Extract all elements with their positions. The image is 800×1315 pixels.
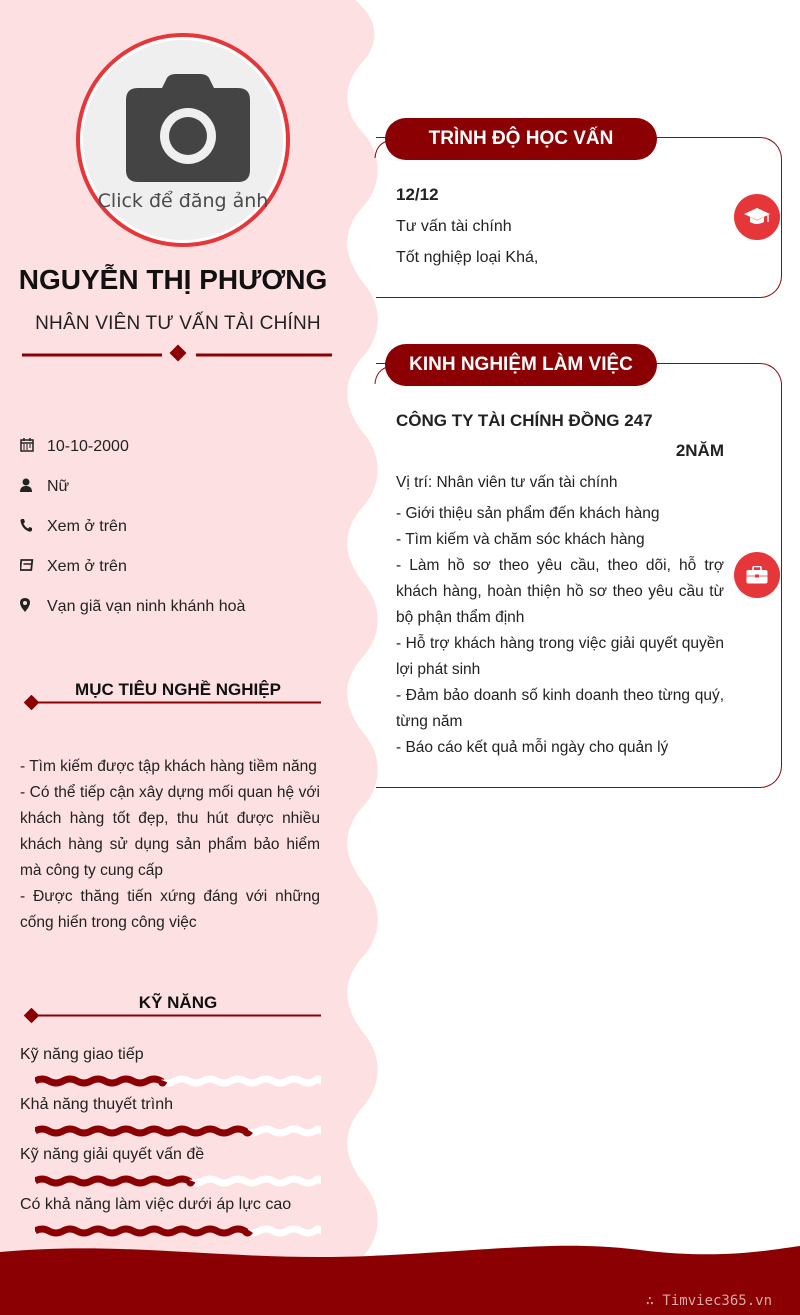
experience-duty: - Báo cáo kết quả mỗi ngày cho quản lý: [396, 739, 669, 756]
email-icon: [20, 556, 47, 572]
email-text: Xem ở trên: [47, 558, 127, 575]
objective-line: - Tìm kiếm được tập khách hàng tiềm năng: [20, 758, 317, 775]
skill-item: [20, 1144, 320, 1194]
experience-duty: - Giới thiệu sản phẩm đến khách hàng: [396, 505, 660, 522]
experience-title: KINH NGHIỆM LÀM VIỆC: [385, 344, 657, 386]
education-period: 12/12: [396, 185, 439, 204]
gender-row: [20, 476, 245, 516]
candidate-name: NGUYỄN THỊ PHƯƠNG: [18, 264, 328, 295]
graduation-cap-icon: [744, 207, 770, 227]
birthday-text: 10-10-2000: [47, 438, 129, 455]
email-row: [20, 556, 245, 596]
objective-title: MỤC TIÊU NGHỀ NGHIỆP: [75, 680, 281, 699]
avatar: [76, 33, 290, 247]
birthday-row: [20, 436, 245, 476]
skill-bar-fill: [35, 1229, 250, 1233]
job-title: NHÂN VIÊN TƯ VẤN TÀI CHÍNH: [35, 313, 321, 334]
skills-list: [20, 1044, 320, 1244]
briefcase-icon: [746, 566, 768, 584]
location-icon: [20, 596, 47, 612]
skills-divider: [20, 1008, 322, 1024]
photo-upload[interactable]: [83, 40, 283, 240]
skill-bar-fill: [35, 1079, 164, 1083]
experience-duty: - Làm hồ sơ theo yêu cầu, theo dõi, hỗ trợ khách hàng, hoàn thiện hồ sơ theo yêu cầu từ bộ phận thẩm định: [396, 557, 724, 626]
objective-text: [20, 754, 320, 936]
skill-name: Khả năng thuyết trình: [20, 1096, 173, 1113]
skill-bar-fill: [35, 1129, 250, 1133]
skill-item: [20, 1194, 320, 1244]
experience-duty: - Hỗ trợ khách hàng trong việc giải quyết quyền lợi phát sinh: [396, 635, 724, 678]
phone-icon: [20, 516, 47, 532]
calendar-icon: [20, 436, 47, 452]
address-row: [20, 596, 245, 636]
objective-line: - Được thăng tiến xứng đáng với những cống hiến trong công việc: [20, 888, 320, 931]
company-name: CÔNG TY TÀI CHÍNH ĐỒNG 247: [396, 411, 653, 430]
skill-name: Có khả năng làm việc dưới áp lực cao: [20, 1196, 292, 1213]
phone-text: Xem ở trên: [47, 518, 127, 535]
skill-item: [20, 1094, 320, 1144]
objective-line: - Có thể tiếp cận xây dựng mối quan hệ với khách hàng tốt đẹp, thu hút được nhiều khách hàng sử dụng sản phẩm bảo hiểm mà công ty cung cấp: [20, 784, 320, 879]
contact-list: [20, 436, 245, 636]
objective-divider: [20, 695, 322, 711]
experience-position: Vị trí: Nhân viên tư vấn tài chính: [396, 474, 618, 491]
phone-row: [20, 516, 245, 556]
skill-bar: [35, 1225, 321, 1237]
skill-bar: [35, 1075, 321, 1087]
skill-bar: [35, 1125, 321, 1137]
skill-bar-fill: [35, 1179, 192, 1183]
education-badge: [734, 194, 780, 240]
user-icon: [20, 476, 47, 492]
education-major: Tư vấn tài chính: [396, 218, 512, 235]
watermark-text: Timviec365.vn: [662, 1293, 772, 1309]
gender-text: Nữ: [47, 478, 70, 495]
education-title: TRÌNH ĐỘ HỌC VẤN: [385, 118, 657, 160]
photo-hint: Click để đăng ảnh: [97, 190, 269, 212]
address-text: Vạn giã vạn ninh khánh hoà: [47, 598, 246, 615]
title-divider: [22, 344, 334, 366]
experience-badge: [734, 552, 780, 598]
experience-duty: - Tìm kiếm và chăm sóc khách hàng: [396, 531, 645, 548]
education-result: Tốt nghiệp loại Khá,: [396, 249, 539, 266]
objective-heading: [20, 680, 322, 714]
watermark: ∴ Timviec365.vn: [645, 1293, 772, 1309]
experience-body: [396, 470, 724, 761]
skills-heading: [20, 993, 322, 1027]
camera-icon: [126, 74, 250, 182]
work-duration: 2NĂM: [675, 441, 724, 460]
experience-duty: - Đảm bảo doanh số kinh doanh theo từng quý, từng năm: [396, 687, 724, 730]
skills-title: KỸ NĂNG: [138, 993, 218, 1012]
skill-name: Kỹ năng giao tiếp: [20, 1046, 144, 1063]
skill-bar: [35, 1175, 321, 1187]
skill-item: [20, 1044, 320, 1094]
skill-name: Kỹ năng giải quyết vấn đề: [20, 1146, 205, 1163]
